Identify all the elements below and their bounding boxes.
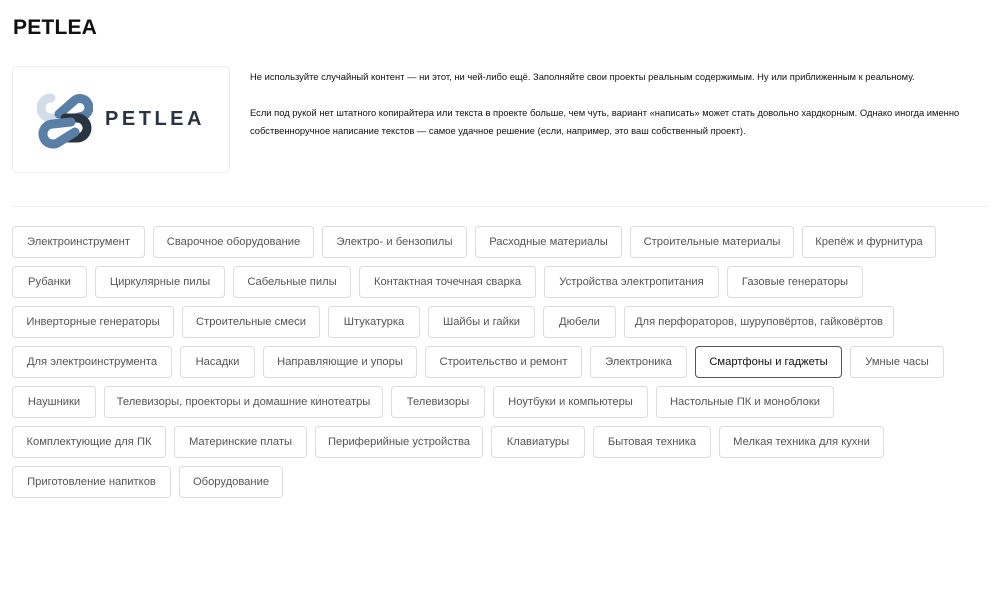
category-tag[interactable]: Материнские платы — [174, 426, 307, 458]
category-tag[interactable]: Для перфораторов, шуруповёртов, гайковёртов — [624, 306, 894, 338]
category-tag[interactable]: Циркулярные пилы — [95, 266, 225, 298]
category-tags — [12, 226, 972, 498]
category-tag[interactable]: Приготовление напитков — [12, 466, 171, 498]
category-tag[interactable]: Шайбы и гайки — [428, 306, 535, 338]
category-tag[interactable]: Электроинструмент — [12, 226, 145, 258]
category-tag[interactable]: Сабельные пилы — [233, 266, 351, 298]
category-tag[interactable]: Строительные материалы — [630, 226, 794, 258]
category-tag[interactable]: Смартфоны и гаджеты — [695, 346, 842, 378]
category-tag[interactable]: Периферийные устройства — [315, 426, 483, 458]
category-tag[interactable]: Бытовая техника — [593, 426, 711, 458]
category-tag[interactable]: Телевизоры — [391, 386, 485, 418]
logo-text: PETLEA — [105, 108, 205, 130]
category-tag[interactable]: Дюбели — [543, 306, 616, 338]
description-paragraph: Если под рукой нет штатного копирайтера или текста в проекте больше, чем чуть, вариант «написать» может стать довольно хардкорным. Однако иногда именно собственноручное написание текстов — самое удачное решение (если, например, это ваш собственный проект). — [250, 107, 960, 136]
category-tag[interactable]: Ноутбуки и компьютеры — [493, 386, 648, 418]
category-tag[interactable]: Телевизоры, проекторы и домашние кинотеатры — [104, 386, 383, 418]
category-tag[interactable]: Строительство и ремонт — [425, 346, 582, 378]
category-tag[interactable]: Комплектующие для ПК — [12, 426, 166, 458]
page-title: PETLEA — [13, 16, 98, 39]
category-tag[interactable]: Газовые генераторы — [727, 266, 863, 298]
category-tag[interactable]: Устройства электропитания — [544, 266, 719, 298]
category-tag[interactable]: Наушники — [12, 386, 96, 418]
category-tag[interactable]: Направляющие и упоры — [263, 346, 417, 378]
category-tag[interactable]: Умные часы — [850, 346, 944, 378]
category-tag[interactable]: Для электроинструмента — [12, 346, 172, 378]
category-tag[interactable]: Строительные смеси — [182, 306, 320, 338]
category-tag[interactable]: Электроника — [590, 346, 687, 378]
logo-card — [12, 66, 230, 173]
category-tag[interactable]: Мелкая техника для кухни — [719, 426, 884, 458]
category-tag[interactable]: Расходные материалы — [475, 226, 622, 258]
category-tag[interactable]: Настольные ПК и моноблоки — [656, 386, 834, 418]
category-tag[interactable]: Сварочное оборудование — [153, 226, 314, 258]
category-tag[interactable]: Контактная точечная сварка — [359, 266, 536, 298]
category-tag[interactable]: Насадки — [180, 346, 255, 378]
petlea-logo-icon — [37, 90, 93, 150]
category-tag[interactable]: Рубанки — [12, 266, 87, 298]
category-tag[interactable]: Крепёж и фурнитура — [802, 226, 936, 258]
category-tag[interactable]: Штукатурка — [328, 306, 420, 338]
category-tag[interactable]: Клавиатуры — [491, 426, 585, 458]
description-paragraph: Не используйте случайный контент — ни этот, ни чей-либо ещё. Заполняйте свои проекты реальным содержимым. Ну или приближенным к реальному. — [250, 71, 915, 82]
category-tag[interactable]: Инверторные генераторы — [12, 306, 174, 338]
category-tag[interactable]: Оборудование — [179, 466, 283, 498]
description — [250, 68, 980, 158]
divider — [12, 206, 988, 207]
category-tag[interactable]: Электро- и бензопилы — [322, 226, 467, 258]
